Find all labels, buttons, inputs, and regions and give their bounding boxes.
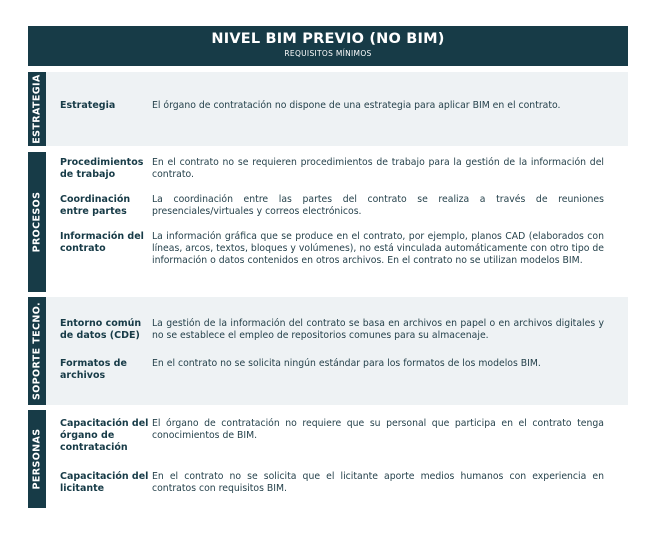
- section-label: ESTRATEGIA: [31, 74, 43, 144]
- page-title: NIVEL BIM PREVIO (NO BIM): [211, 31, 445, 47]
- page-subtitle: REQUISITOS MÍNIMOS: [284, 49, 372, 58]
- requirement-term: Estrategia: [60, 100, 116, 111]
- requirement-description: El órgano de contratación no requiere que su personal que participa en el contrato tenga conocimientos de BIM.: [152, 418, 604, 441]
- requirement-term: Coordinación entre partes: [60, 194, 131, 217]
- section-soporte-tecno: [28, 297, 628, 405]
- requirement-term: Capacitación del órgano de contratación: [60, 418, 149, 453]
- requirement-term: Formatos de archivos: [60, 358, 127, 381]
- requirement-term: Entorno común de datos (CDE): [60, 318, 142, 341]
- requirement-term: Capacitación del licitante: [60, 471, 149, 494]
- section-label-bar: [28, 152, 46, 292]
- requirement-description: La información gráfica que se produce en el contrato, por ejemplo, planos CAD (elaborados con líneas, arcos, textos, bloques y volúmenes), no está vinculada automáticamente con otro tipo de información o datos contenidos en otros archivos. En el contrato no se utilizan modelos BIM.: [152, 231, 604, 266]
- section-label-bar: [28, 410, 46, 508]
- requirement-description: En el contrato no se solicita que el licitante aporte medios humanos con experiencia en contratos con requisitos BIM.: [152, 471, 604, 494]
- requirement-description: El órgano de contratación no dispone de una estrategia para aplicar BIM en el contrato.: [152, 100, 561, 111]
- section-label: SOPORTE TECNO.: [31, 301, 43, 401]
- requirement-description: La coordinación entre las partes del contrato se realiza a través de reuniones presenciales/virtuales y correos electrónicos.: [152, 194, 604, 217]
- requirement-description: La gestión de la información del contrato se basa en archivos en papel o en archivos digitales y no se establece el empleo de repositorios comunes para su almacenaje.: [152, 318, 604, 341]
- section-label: PROCESOS: [31, 191, 43, 253]
- section-label-bar: [28, 297, 46, 405]
- section-procesos: [28, 152, 628, 292]
- requirement-description: En el contrato no se requieren procedimientos de trabajo para la gestión de la información del contrato.: [152, 157, 604, 180]
- section-label: PERSONAS: [31, 428, 43, 490]
- section-personas: [28, 410, 628, 508]
- section-label-bar: [28, 72, 46, 146]
- section-estrategia: [28, 72, 628, 146]
- requirement-term: Procedimientos de trabajo: [60, 157, 144, 180]
- requirement-term: Información del contrato: [60, 231, 144, 254]
- requirement-description: En el contrato no se solicita ningún estándar para los formatos de los modelos BIM.: [152, 358, 541, 369]
- page-header: [28, 26, 628, 66]
